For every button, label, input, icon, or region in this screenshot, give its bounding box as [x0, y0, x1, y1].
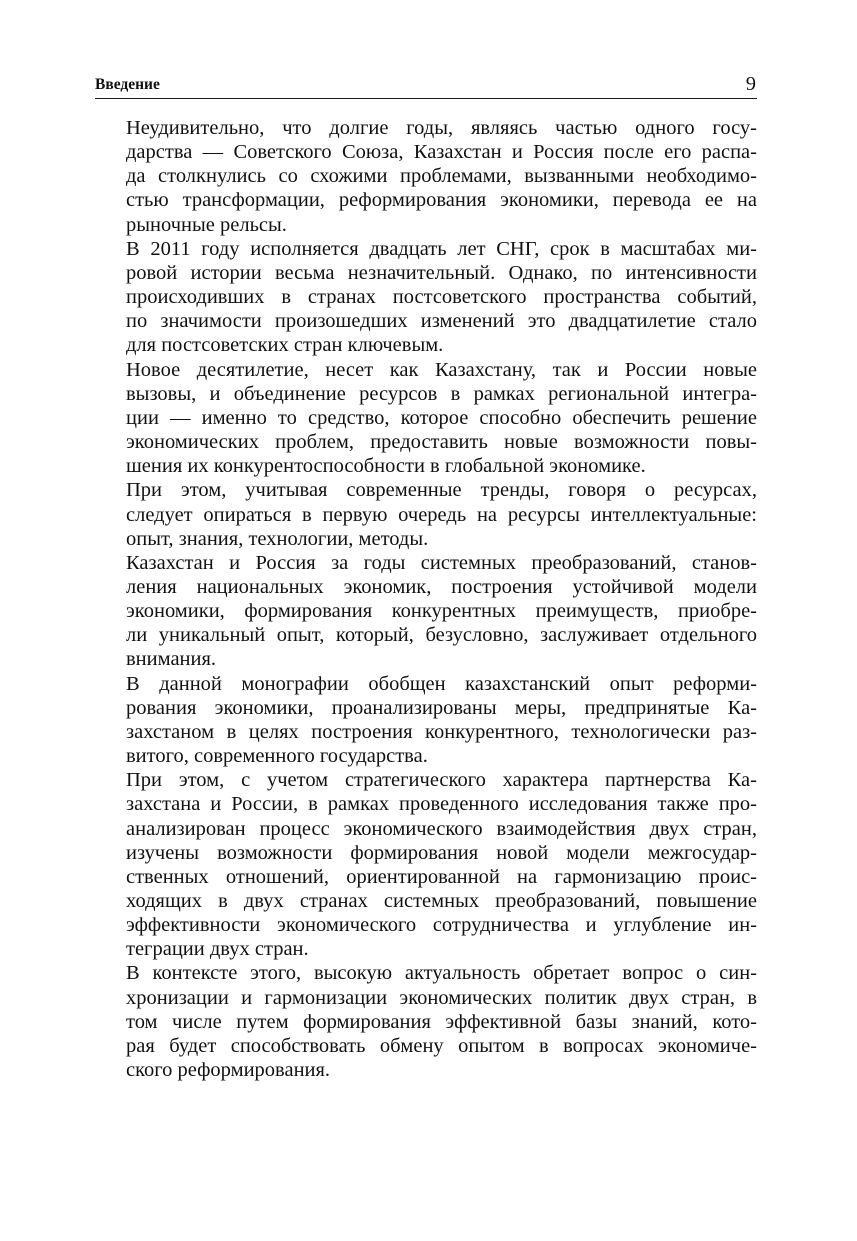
paragraph-8	[95, 961, 757, 1082]
text-line: При этом, с учетом стратегического характера партнерства Ка-	[126, 769, 757, 792]
text-line: захстаном в целях построения конкурентного, технологически раз-	[126, 720, 757, 743]
page-number: 9	[745, 73, 756, 95]
text-line: витого, современного государства.	[126, 745, 428, 768]
paragraph-7	[95, 768, 757, 961]
text-line: В данной монографии обобщен казахстанский опыт реформи-	[126, 672, 757, 695]
text-line: происходивших в странах постсоветского пространства событий,	[126, 286, 757, 309]
text-line: ского реформирования.	[126, 1059, 331, 1082]
paragraph-1	[95, 116, 757, 237]
text-line: стью трансформации, реформирования экономики, перевода ее на	[126, 189, 757, 212]
text-line: анализирован процесс экономического взаимодействия двух стран,	[126, 817, 757, 840]
paragraph-6	[95, 672, 757, 769]
text-line: следует опираться в первую очередь на ресурсы интеллектуальные:	[126, 503, 757, 526]
text-line: ли уникальный опыт, который, безусловно, заслуживает отдельного	[126, 624, 757, 647]
text-line: внимания.	[126, 648, 217, 671]
text-line: опыт, знания, технологии, методы.	[126, 527, 429, 550]
text-line: ции — именно то средство, которое способно обеспечить решение	[126, 406, 757, 429]
text-line: да столкнулись со схожими проблемами, вызванными необходимо-	[126, 165, 757, 188]
text-line: экономики, формирования конкурентных преимуществ, приобре-	[126, 600, 757, 623]
running-header	[95, 70, 757, 99]
text-line: дарства — Советского Союза, Казахстан и Россия после его распа-	[126, 141, 757, 164]
paragraph-4	[95, 478, 757, 550]
text-line: Новое десятилетие, несет как Казахстану, так и России новые	[126, 358, 757, 381]
text-line: рая будет способствовать обмену опытом в вопросах экономиче-	[126, 1034, 757, 1057]
text-line: хронизации и гармонизации экономических политик двух стран, в	[126, 986, 757, 1009]
body-text	[95, 116, 757, 1082]
text-line: по значимости произошедших изменений это двадцатилетие стало	[126, 310, 757, 333]
text-line: вызовы, и объединение ресурсов в рамках региональной интегра-	[126, 382, 757, 405]
text-line: ровой истории весьма незначительный. Однако, по интенсивности	[126, 261, 757, 284]
text-line: Неудивительно, что долгие годы, являясь частью одного госу-	[126, 117, 757, 139]
text-line: рования экономики, проанализированы меры, предпринятые Ка-	[126, 696, 757, 719]
text-line: рыночные рельсы.	[126, 213, 287, 236]
text-line: ления национальных экономик, построения устойчивой модели	[126, 575, 757, 598]
text-line: том числе путем формирования эффективной базы знаний, кото-	[126, 1010, 757, 1033]
paragraph-3	[95, 358, 757, 479]
text-line: Казахстан и Россия за годы системных преобразований, станов-	[126, 551, 757, 574]
text-line: В 2011 году исполняется двадцать лет СНГ, срок в масштабах ми-	[126, 237, 757, 260]
text-line: захстана и России, в рамках проведенного исследования также про-	[126, 793, 757, 816]
text-line: В контексте этого, высокую актуальность обретает вопрос о син-	[126, 962, 757, 985]
text-line: При этом, учитывая современные тренды, говоря о ресурсах,	[126, 479, 757, 502]
text-line: экономических проблем, предоставить новые возможности повы-	[126, 431, 757, 454]
text-line: изучены возможности формирования новой модели межгосудар-	[126, 841, 757, 864]
section-title: Введение	[95, 76, 160, 93]
text-line: ственных отношений, ориентированной на гармонизацию проис-	[126, 865, 757, 888]
text-line: теграции двух стран.	[126, 938, 309, 961]
paragraph-5	[95, 551, 757, 672]
text-line: шения их конкурентоспособности в глобальной экономике.	[126, 455, 646, 478]
text-line: эффективности экономического сотрудничества и углубление ин-	[126, 914, 757, 937]
text-line: для постсоветских стран ключевым.	[126, 334, 444, 357]
text-line: ходящих в двух странах системных преобразований, повышение	[126, 890, 757, 912]
paragraph-2	[95, 237, 757, 358]
